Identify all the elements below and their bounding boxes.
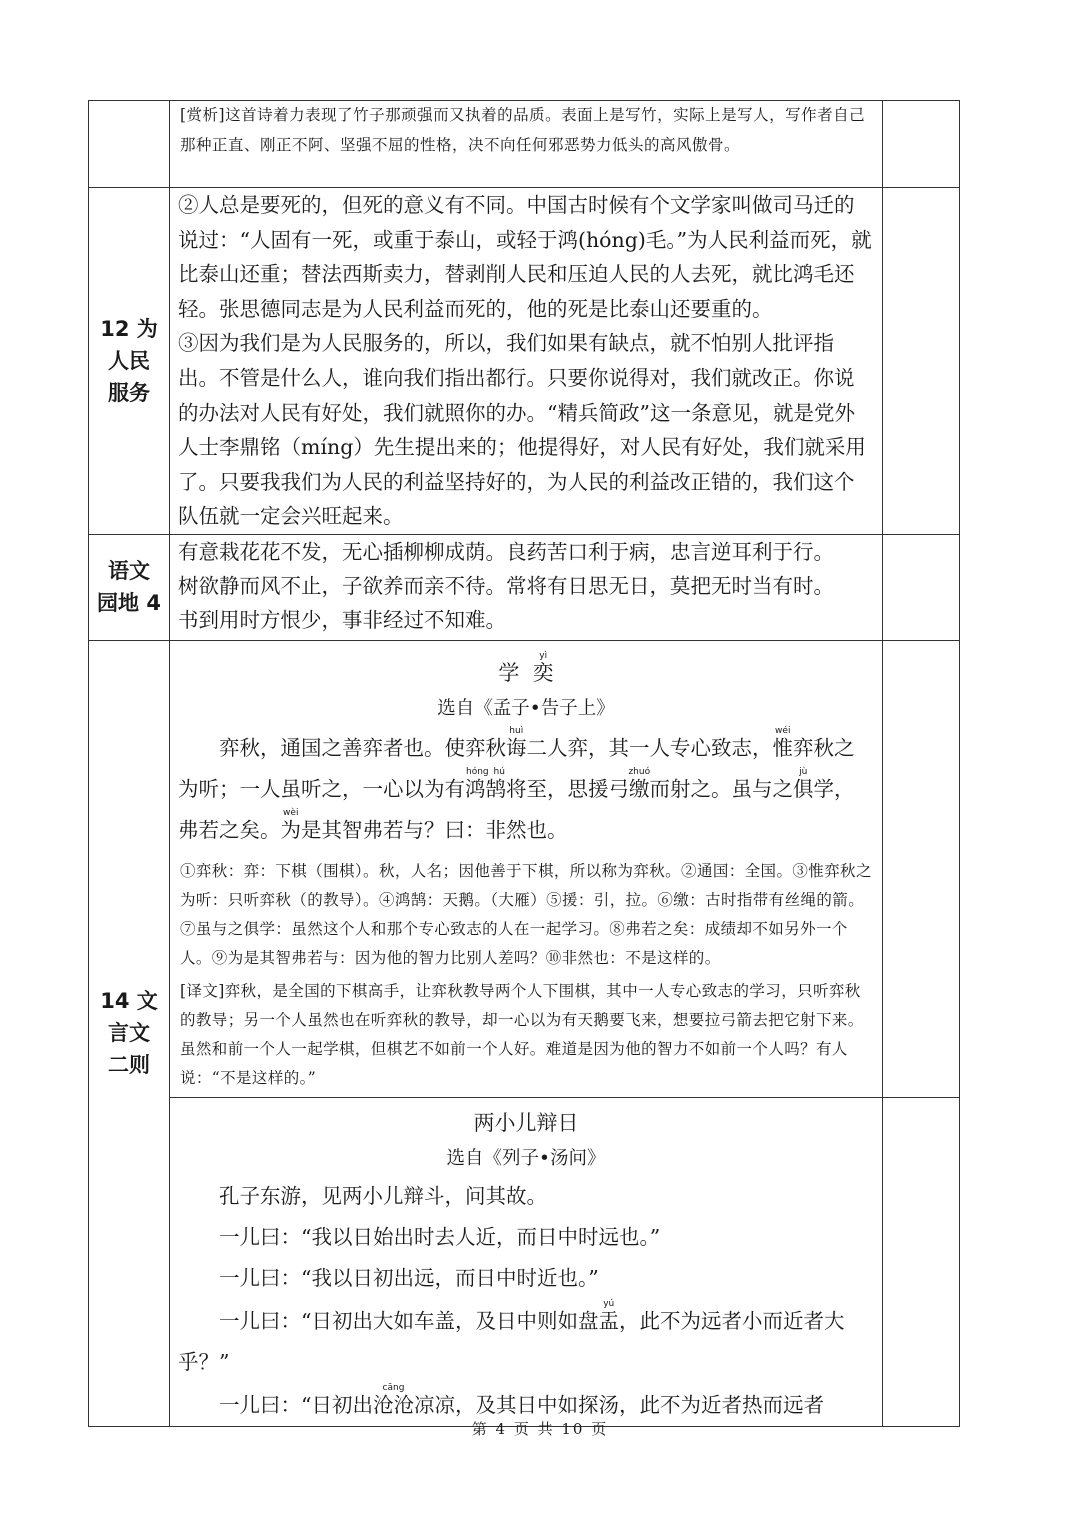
table-row	[89, 640, 960, 1097]
table-row	[89, 101, 960, 188]
notes-cell	[883, 534, 960, 640]
table-row	[89, 534, 960, 640]
poem-body: 弈秋，通国之善弈者也。使弈秋诲huì二人弈，其一人专心致志，惟wéi弈秋之为听；一人虽听之，一心以为有鸿鹄hóng hú将至，思援弓缴zhuó而射之。虽与之俱jù学，弗若之矣。为wèi是其智弗若与？曰：非然也。	[178, 725, 855, 842]
poem-translation: [译文]弈秋，是全国的下棋高手，让弈秋教导两个人下围棋，其中一人专心致志的学习，只听弈秋的教导；另一个人虽然也在听弈秋的教导，却一心以为有天鹅要飞来，想要拉弓箭去把它射下来。虽然和前一个人一起学棋，但棋艺不如前一个人好。难道是因为他的智力不如前一个人吗？有人说：“不是这样的。”	[180, 981, 864, 1087]
poem-source: 选自《孟子•告子上》	[437, 697, 615, 719]
label-line: 二则	[108, 1053, 150, 1078]
label-line: 12 为	[100, 316, 158, 341]
serve-people-text	[170, 188, 883, 535]
lesson-label	[89, 640, 170, 1426]
label-line: 语文	[108, 559, 150, 584]
poem-notes: ①弈秋：弈：下棋（围棋）。秋，人名；因他善于下棋，所以称为弈秋。②通国：全国。③惟弈秋之为听：只听弈秋（的教导）。④鸿鹄：天鹅。（大雁）⑤援：引，拉。⑥缴：古时指带有丝绳的箭。⑦虽与之俱学：虽然这个人和那个专心致志的人在一起学习。⑧弗若之矣：成绩却不如另外一个人。⑨为是其智弗若与：因为他的智力比别人差吗？⑩非然也：不是这样的。	[180, 861, 872, 967]
notes-cell	[883, 188, 960, 535]
poem-source: 选自《列子•汤问》	[446, 1147, 606, 1169]
poem-line: 一儿曰：“日初出大如车盖，及日中则如盘盂yú，此不为远者小而近者大乎？”	[178, 1298, 845, 1374]
poem-line: 一儿曰：“我以日始出时去人近，而日中时远也。”	[219, 1224, 661, 1249]
poem-title: 学 奕yì	[498, 650, 554, 685]
poem-line: 孔子东游，见两小儿辩斗，问其故。	[219, 1183, 547, 1208]
classical-text-1	[170, 640, 883, 1097]
paragraph: ②人总是要死的，但死的意义有不同。中国古时候有个文学家叫做司马迁的说过：“人固有一死，或重于泰山，或轻于鸿(hóng)毛。”为人民利益而死，就比泰山还重；替法西斯卖力，替剥削人民和压迫人民的人去死，就比鸿毛还轻。张思德同志是为人民利益而死的，他的死是比泰山还要重的。	[178, 193, 872, 321]
label-line: 14 文	[100, 989, 158, 1014]
proverb-line: 有意栽花花不发，无心插柳柳成荫。良药苦口利于病，忠言逆耳利于行。	[178, 539, 834, 564]
notes-cell	[883, 101, 960, 188]
classical-text-2	[170, 1097, 883, 1426]
page-footer: 第 4 页 共 10 页	[471, 1420, 609, 1438]
lesson-label	[89, 534, 170, 640]
table-row	[89, 1097, 960, 1426]
lesson-label	[89, 188, 170, 535]
table-row	[89, 188, 960, 535]
proverbs-text	[170, 534, 883, 640]
poem-line: 一儿曰：“日初出沧沧cāng凉凉，及其日中如探汤，此不为近者热而远者	[219, 1382, 824, 1417]
label-line: 人民	[108, 348, 150, 373]
poem-line: 一儿曰：“我以日初出远，而日中时近也。”	[219, 1265, 599, 1290]
label-line: 言文	[108, 1021, 150, 1046]
poem-title: 两小儿辩日	[473, 1110, 579, 1135]
label-cell	[89, 101, 170, 188]
proverb-line: 树欲静而风不止，子欲养而亲不待。常将有日思无日，莫把无时当有时。	[178, 573, 834, 598]
notes-cell	[883, 640, 960, 1097]
proverb-line: 书到用时方恨少，事非经过不知难。	[178, 607, 506, 632]
label-line: 园地 4	[97, 591, 161, 616]
notes-cell	[883, 1097, 960, 1426]
lesson-table	[88, 100, 960, 1427]
label-line: 服务	[108, 380, 150, 405]
paragraph: ③因为我们是为人民服务的，所以，我们如果有缺点，就不怕别人批评指出。不管是什么人，谁向我们指出都行。只要你说得对，我们就改正。你说的办法对人民有好处，我们就照你的办。“精兵简政”这一条意见，就是党外人士李鼎铭（míng）先生提出来的；他提得好，对人民有好处，我们就采用了。只要我我们为人民的利益坚持好的，为人民的利益改正错的，我们这个队伍就一定会兴旺起来。	[178, 331, 866, 529]
appreciation-text: [赏析]这首诗着力表现了竹子那顽强而又执着的品质。表面上是写竹，实际上是写人，写作者自己那种正直、刚正不阿、坚强不屈的性格，决不向任何邪恶势力低头的高风傲骨。	[170, 101, 883, 188]
